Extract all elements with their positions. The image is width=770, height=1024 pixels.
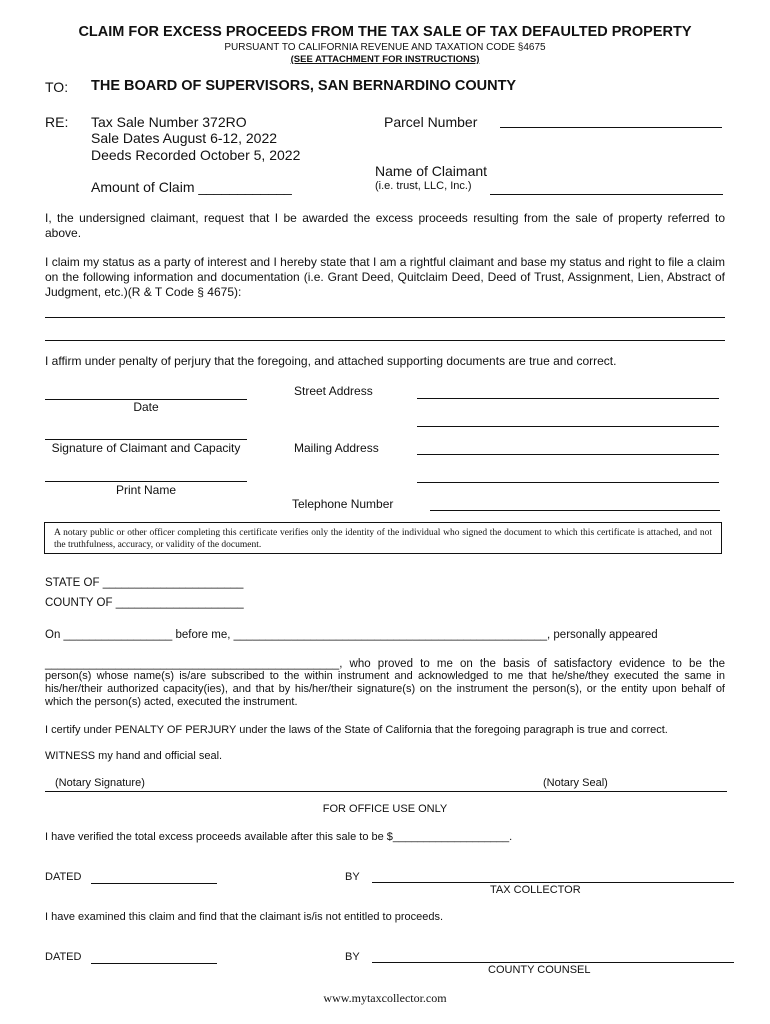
by-label-county-counsel: BY <box>345 951 360 963</box>
amount-of-claim[interactable]: Amount of Claim ____________ <box>91 179 292 195</box>
footer-url[interactable]: www.mytaxcollector.com <box>323 991 447 1005</box>
form-subtitle: PURSUANT TO CALIFORNIA REVENUE AND TAXATION CODE §4675 <box>224 42 546 53</box>
print-name-field[interactable] <box>45 481 247 482</box>
notary-seal-label: (Notary Seal) <box>543 777 608 789</box>
witness-statement: WITNESS my hand and official seal. <box>45 750 223 762</box>
notary-signature-field[interactable] <box>45 791 511 792</box>
mailing-address-label: Mailing Address <box>294 441 379 455</box>
to-recipient: THE BOARD OF SUPERVISORS, SAN BERNARDINO COUNTY <box>91 78 517 94</box>
acknowledgment-on-line[interactable]: On _________________ before me, _________________________________________________, personally appeared <box>45 629 658 641</box>
affirm-statement: I affirm under penalty of perjury that the foregoing, and attached supporting documents are true and correct. <box>45 354 617 368</box>
instructions-note: (SEE ATTACHMENT FOR INSTRUCTIONS) <box>290 54 480 65</box>
street-address-field[interactable] <box>417 398 719 399</box>
parcel-number-field[interactable] <box>500 127 722 128</box>
state-of-field[interactable]: STATE OF ______________________ <box>45 577 244 589</box>
notary-notice-text: A notary public or other officer completing this certificate verifies only the identity of the individual who signed the document to which this certificate is attached, and not the truthfulness, accuracy, or validity of the document. <box>54 528 712 550</box>
request-paragraph: I, the undersigned claimant, request that I be awarded the excess proceeds resulting from the sale of property referred to above. <box>45 211 725 240</box>
date-label: Date <box>133 400 159 414</box>
acknowledgment-paragraph: person(s) whose name(s) is/are subscribed to the within instrument and acknowledged to me that he/she/they executed the same in his/her/their authorized capacity(ies), and that by his/her/their signature(s) on the instrument the person(s), or the entity upon behalf of which the person(s) acted, executed the instrument. <box>45 670 725 708</box>
telephone-field[interactable] <box>430 510 720 511</box>
form-title: CLAIM FOR EXCESS PROCEEDS FROM THE TAX SALE OF TAX DEFAULTED PROPERTY <box>78 24 692 40</box>
parcel-number-label: Parcel Number <box>384 114 478 130</box>
name-of-claimant-field[interactable] <box>490 194 723 195</box>
tax-collector-signature-field[interactable] <box>372 882 734 883</box>
telephone-label: Telephone Number <box>292 497 394 511</box>
sale-dates: Sale Dates August 6-12, 2022 <box>91 130 278 146</box>
street-address-field-2[interactable] <box>417 426 719 427</box>
to-label: TO: <box>45 79 69 95</box>
tax-collector-label: TAX COLLECTOR <box>490 884 581 896</box>
dated-field-tax-collector[interactable] <box>91 883 217 884</box>
office-use-heading: FOR OFFICE USE ONLY <box>322 803 448 815</box>
certify-statement: I certify under PENALTY OF PERJURY under the laws of the State of California that the foregoing paragraph is true and correct. <box>45 724 668 736</box>
tax-sale-number: Tax Sale Number 372RO <box>91 114 247 130</box>
status-paragraph: I claim my status as a party of interest and I hereby state that I am a rightful claimant and base my status and right to file a claim on the following information and documentation (i.e. Grant Deed, Quitclaim Deed, Deed of Trust, Assignment, Lien, Abstract of Judgment, etc.)(R & T Code § 4675): <box>45 255 725 299</box>
notary-signature-label: (Notary Signature) <box>55 777 145 789</box>
documentation-line-1[interactable] <box>45 317 725 318</box>
signature-field[interactable] <box>45 439 247 440</box>
documentation-line-2[interactable] <box>45 340 725 341</box>
re-label: RE: <box>45 114 69 130</box>
county-counsel-signature-field[interactable] <box>372 962 734 963</box>
examined-claim-statement: I have examined this claim and find that the claimant is/is not entitled to proceeds. <box>45 911 444 923</box>
verified-proceeds-statement[interactable]: I have verified the total excess proceeds available after this sale to be $___________________. <box>45 831 513 843</box>
county-of-field[interactable]: COUNTY OF ____________________ <box>45 597 244 609</box>
name-of-claimant-hint: (i.e. trust, LLC, Inc.) <box>375 180 472 192</box>
name-of-claimant-label: Name of Claimant <box>375 163 488 179</box>
dated-label-county-counsel: DATED <box>45 951 82 963</box>
county-counsel-label: COUNTY COUNSEL <box>488 964 591 976</box>
print-name-label: Print Name <box>115 483 177 497</box>
dated-field-county-counsel[interactable] <box>91 963 217 964</box>
dated-label-tax-collector: DATED <box>45 871 82 883</box>
street-address-label: Street Address <box>294 384 373 398</box>
by-label-tax-collector: BY <box>345 871 360 883</box>
mailing-address-field-2[interactable] <box>417 482 719 483</box>
deeds-recorded: Deeds Recorded October 5, 2022 <box>91 147 301 163</box>
signature-label: Signature of Claimant and Capacity <box>51 441 241 455</box>
mailing-address-field[interactable] <box>417 454 719 455</box>
notary-seal-field[interactable] <box>511 791 727 792</box>
acknowledgment-first-line[interactable]: ______________________________________________, who proved to me on the basis of satisfactory evidence to be the <box>45 658 725 670</box>
notary-notice-box <box>44 522 722 554</box>
